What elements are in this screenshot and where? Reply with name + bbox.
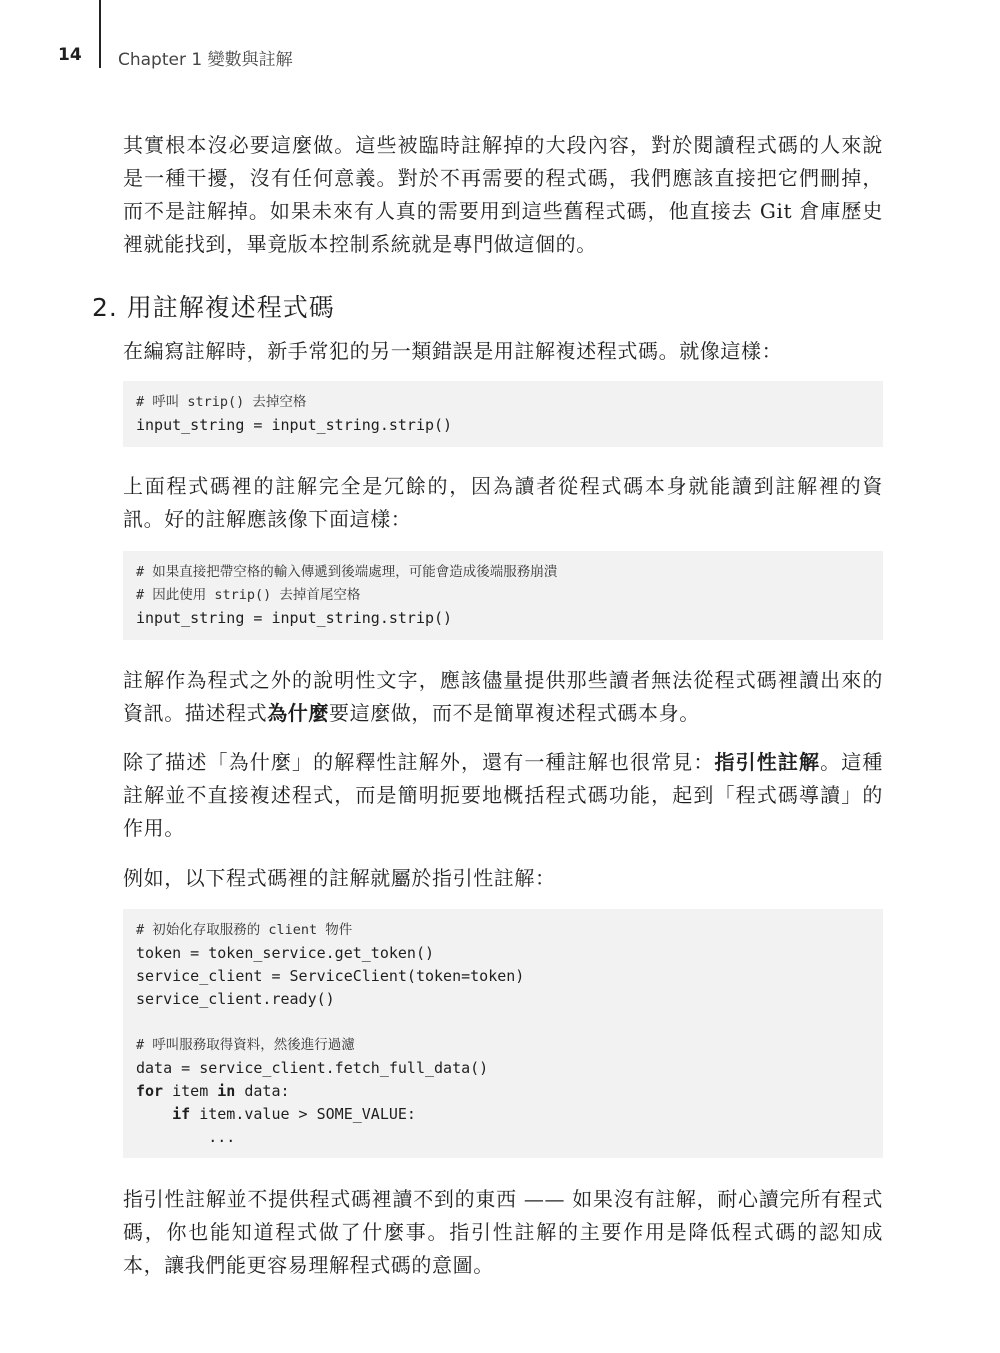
paragraph-4 <box>123 664 883 730</box>
code-line: # 因此使用 strip() 去掉首尾空格 <box>136 587 361 603</box>
section-heading: 2. 用註解複述程式碼 <box>92 293 335 322</box>
page-number: 14 <box>58 45 82 65</box>
code-line: ... <box>136 1128 236 1146</box>
code-indent <box>136 1105 172 1123</box>
header-divider <box>99 0 101 68</box>
code-keyword: if <box>172 1105 191 1123</box>
code-line: input_string = input_string.strip() <box>136 609 453 627</box>
emphasis-text: 為什麼 <box>267 701 330 725</box>
paragraph-2: 在編寫註解時，新手常犯的另一類錯誤是用註解複述程式碼。就像這樣： <box>123 339 783 363</box>
code-text: data: <box>235 1082 290 1100</box>
code-line: # 初始化存取服務的 client 物件 <box>136 922 353 938</box>
code-keyword: in <box>217 1082 236 1100</box>
code-line: # 如果直接把帶空格的輸入傳遞到後端處理，可能會造成後端服務崩潰 <box>136 564 558 580</box>
code-block-2 <box>123 551 883 640</box>
paragraph-1: 其實根本沒必要這麼做。這些被臨時註解掉的大段內容，對於閱讀程式碼的人來說是一種干擾，沒有任何意義。對於不再需要的程式碼，我們應該直接把它們刪掉，而不是註解掉。如果未來有人真的需要用到這些舊程式碼，他直接去 Git 倉庫歷史裡就能找到，畢竟版本控制系統就是專門做這個的。 <box>123 133 883 256</box>
text-run: 除了描述「為什麼」的解釋性註解外，還有一種註解也很常見： <box>123 750 715 774</box>
text-run: 要這麼做，而不是簡單複述程式碼本身。 <box>329 701 700 725</box>
text-run: 。這種註解並不直接複述程式，而是簡明扼要地概括程式碼功能，起到「程式碼導讀」的作用。 <box>123 750 883 840</box>
chapter-title: Chapter 1 變數與註解 <box>118 50 293 70</box>
code-line <box>136 1080 870 1103</box>
code-line: service_client.ready() <box>136 990 335 1008</box>
code-line <box>136 1011 870 1034</box>
code-text: item.value > SOME_VALUE: <box>190 1105 416 1123</box>
code-keyword: for <box>136 1082 164 1100</box>
code-block-3 <box>123 909 883 1158</box>
code-line: # 呼叫服務取得資料，然後進行過濾 <box>136 1037 355 1053</box>
code-line: data = service_client.fetch_full_data() <box>136 1059 489 1077</box>
paragraph-7: 指引性註解並不提供程式碼裡讀不到的東西 —— 如果沒有註解，耐心讀完所有程式碼，你也能知道程式做了什麼事。指引性註解的主要作用是降低程式碼的認知成本，讓我們能更容易理解程式碼的意圖。 <box>123 1187 883 1277</box>
emphasis-text: 指引性註解 <box>714 750 821 774</box>
code-text: item <box>163 1082 218 1100</box>
code-line: token = token_service.get_token() <box>136 944 435 962</box>
paragraph-3: 上面程式碼裡的註解完全是冗餘的，因為讀者從程式碼本身就能讀到註解裡的資訊。好的註解應該像下面這樣： <box>123 474 883 531</box>
code-line: input_string = input_string.strip() <box>136 416 453 434</box>
page-header <box>0 0 1000 80</box>
code-line: service_client = ServiceClient(token=token) <box>136 967 525 985</box>
code-line: # 呼叫 strip() 去掉空格 <box>136 394 307 410</box>
paragraph-5 <box>123 746 883 845</box>
code-line <box>136 1103 870 1126</box>
code-block-1 <box>123 381 883 447</box>
paragraph-6: 例如，以下程式碼裡的註解就屬於指引性註解： <box>123 866 556 890</box>
text-run: 註解作為程式之外的說明性文字，應該儘量提供那些讀者無法從程式碼裡讀出來的資訊。描述程式 <box>123 668 883 725</box>
